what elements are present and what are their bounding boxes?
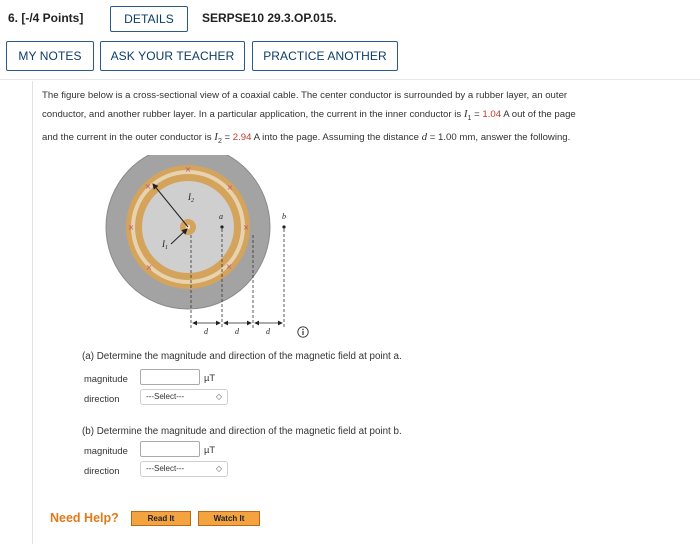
- label-i2: $I_2$: [188, 192, 194, 204]
- label-b: b: [282, 212, 286, 221]
- header-divider: [0, 79, 700, 80]
- read-it-button[interactable]: Read It: [131, 511, 191, 526]
- part-b-unit: µT: [204, 444, 216, 455]
- x-mark: ×: [144, 182, 152, 191]
- x-mark: ×: [145, 263, 153, 272]
- svg-text:d: d: [204, 327, 208, 336]
- i2-value: 2.94: [232, 131, 252, 143]
- part-a-direction-select[interactable]: ---Select--- ◇: [140, 389, 228, 405]
- label-i1: $I_1$: [162, 239, 168, 251]
- practice-another-button[interactable]: PRACTICE ANOTHER: [252, 41, 398, 71]
- watch-it-button[interactable]: Watch It: [198, 511, 260, 526]
- x-mark: ×: [127, 223, 135, 232]
- part-a-unit: µT: [204, 372, 216, 383]
- chevron-up-down-icon: ◇: [215, 464, 222, 473]
- info-icon[interactable]: [297, 326, 309, 338]
- x-mark: ×: [184, 165, 192, 174]
- problem-code: SERPSE10 29.3.OP.015.: [202, 11, 337, 25]
- part-b-direction-select[interactable]: ---Select--- ◇: [140, 461, 228, 477]
- part-a-magnitude-input[interactable]: [140, 369, 200, 385]
- details-button[interactable]: DETAILS: [110, 6, 188, 32]
- coaxial-cable-figure: [105, 155, 305, 345]
- dimension-labels: [204, 327, 271, 336]
- part-b-prompt: (b) Determine the magnitude and direction of the magnetic field at point b.: [82, 426, 402, 437]
- question-number: 6. [-/4 Points]: [8, 11, 84, 25]
- need-help-label: Need Help?: [50, 511, 119, 525]
- svg-text:d: d: [235, 327, 239, 336]
- chevron-up-down-icon: ◇: [215, 392, 222, 401]
- problem-statement: [42, 86, 698, 151]
- part-b-direction-label: direction: [84, 465, 120, 476]
- part-a-magnitude-label: magnitude: [84, 373, 128, 384]
- i1-value: 1.04: [482, 109, 502, 120]
- svg-text:d: d: [266, 327, 270, 336]
- label-a: a: [219, 212, 223, 221]
- part-b-magnitude-label: magnitude: [84, 445, 128, 456]
- ask-your-teacher-button[interactable]: ASK YOUR TEACHER: [100, 41, 245, 71]
- x-mark: ×: [226, 183, 234, 192]
- part-a-prompt: (a) Determine the magnitude and direction of the magnetic field at point a.: [82, 351, 402, 362]
- x-mark: ×: [242, 223, 250, 232]
- my-notes-button[interactable]: MY NOTES: [6, 41, 94, 71]
- problem-line-1: The figure below is a cross-sectional view of a coaxial cable. The center conductor is surrounded by a rubber layer, an outer: [42, 90, 568, 101]
- question-header: [0, 0, 700, 80]
- part-b-magnitude-input[interactable]: [140, 441, 200, 457]
- problem-line-3: and the current in the outer conductor is $I_2 = 2.94$ A into the page. Assuming the distance d = 1.00 mm, answer the following.: [42, 130, 571, 145]
- x-mark: ×: [225, 262, 233, 271]
- point-a: [220, 225, 223, 228]
- part-a-direction-label: direction: [84, 393, 120, 404]
- point-b: [282, 225, 285, 228]
- problem-line-2: conductor, and another rubber layer. In a particular application, the current in the inner conductor is $I_1 = 1.04$ A out of the page: [42, 108, 576, 122]
